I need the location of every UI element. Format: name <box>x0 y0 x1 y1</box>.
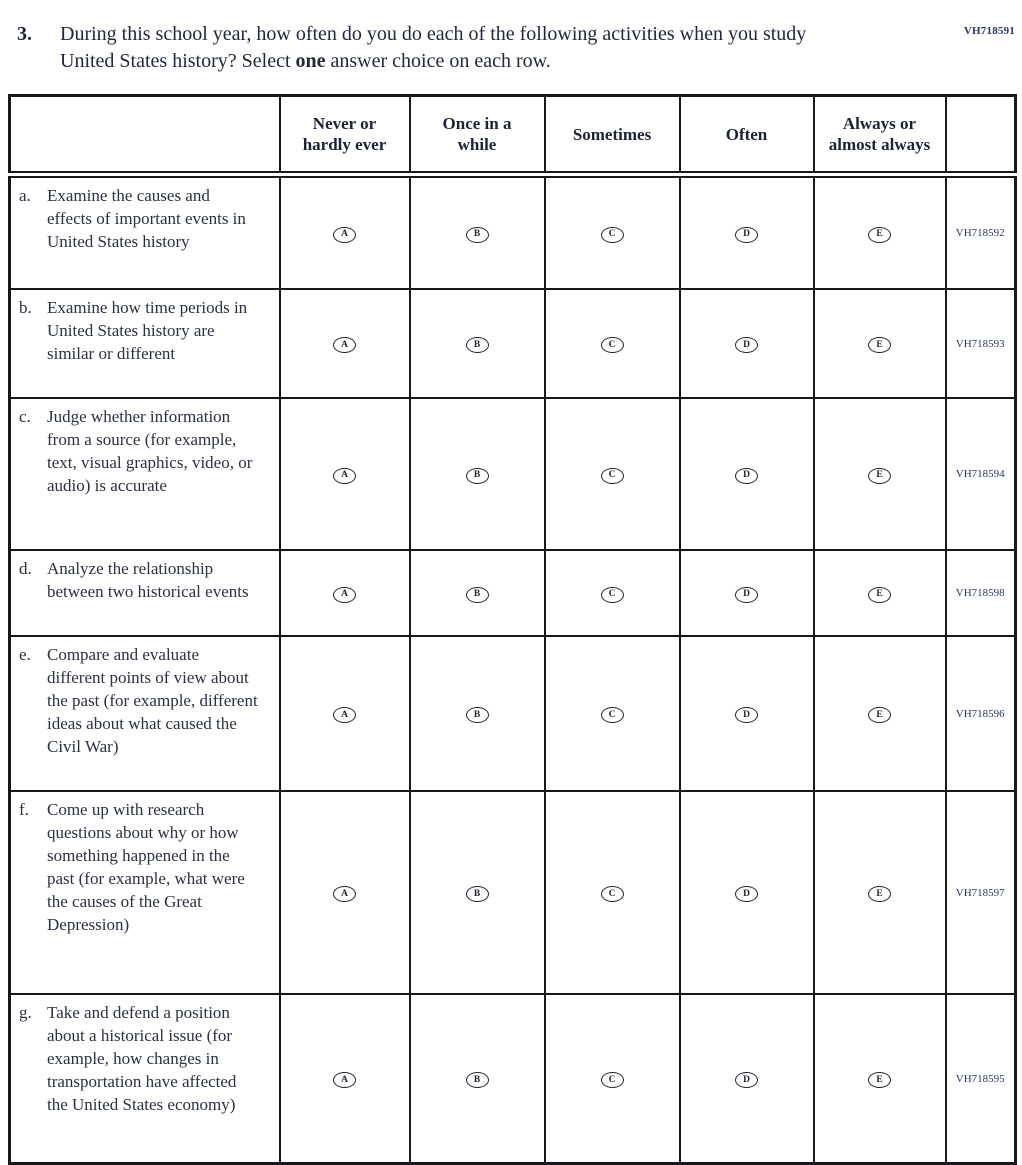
answer-bubble-d[interactable]: D <box>735 227 758 243</box>
response-matrix-table <box>8 94 1017 1165</box>
answer-bubble-e[interactable]: E <box>868 587 891 603</box>
row-label-cell <box>10 994 280 1164</box>
answer-bubble-e[interactable]: E <box>868 227 891 243</box>
choice-cell <box>410 636 545 791</box>
answer-bubble-c[interactable]: C <box>601 337 624 353</box>
answer-bubble-c[interactable]: C <box>601 227 624 243</box>
row-item-code: VH718595 <box>946 994 1016 1164</box>
row-text: Examine how time periods in United States history are similar or different <box>47 298 248 363</box>
row-text: Take and defend a position about a historical issue (for example, how changes in transportation have affected the United States economy) <box>47 1003 237 1114</box>
answer-bubble-b[interactable]: B <box>466 468 489 484</box>
row-item-code: VH718598 <box>946 550 1016 636</box>
column-header-always-or-almost-always: Always or almost always <box>814 96 946 175</box>
table-row <box>10 398 1016 550</box>
choice-cell <box>680 175 814 290</box>
page-item-code: VH718591 <box>963 25 1015 37</box>
answer-bubble-d[interactable]: D <box>735 337 758 353</box>
row-label-cell <box>10 636 280 791</box>
matrix-body <box>10 175 1016 1164</box>
column-header-sometimes: Sometimes <box>545 96 680 175</box>
column-header-often: Often <box>680 96 814 175</box>
choice-cell <box>814 175 946 290</box>
choice-cell <box>280 289 410 398</box>
choice-cell <box>814 289 946 398</box>
choice-cell <box>814 398 946 550</box>
choice-cell <box>680 636 814 791</box>
choice-cell <box>545 636 680 791</box>
choice-cell <box>680 550 814 636</box>
answer-bubble-a[interactable]: A <box>333 587 356 603</box>
row-item-code: VH718593 <box>946 289 1016 398</box>
table-row <box>10 636 1016 791</box>
choice-cell <box>280 636 410 791</box>
row-letter: g. <box>19 1003 32 1022</box>
row-item-code: VH718592 <box>946 175 1016 290</box>
row-label-cell <box>10 175 280 290</box>
answer-bubble-b[interactable]: B <box>466 337 489 353</box>
row-text: Examine the causes and effects of important events in United States history <box>47 186 246 251</box>
choice-cell <box>280 994 410 1164</box>
choice-cell <box>280 550 410 636</box>
row-letter: b. <box>19 298 32 317</box>
choice-cell <box>814 636 946 791</box>
answer-bubble-a[interactable]: A <box>333 468 356 484</box>
answer-bubble-e[interactable]: E <box>868 337 891 353</box>
answer-bubble-e[interactable]: E <box>868 886 891 902</box>
answer-bubble-d[interactable]: D <box>735 1072 758 1088</box>
row-text: Judge whether information from a source (for example, text, visual graphics, video, or audio) is accurate <box>47 407 253 495</box>
row-item-code: VH718596 <box>946 636 1016 791</box>
row-text: Come up with research questions about why or how something happened in the past (for example, what were the causes of the Great Depression) <box>47 800 245 934</box>
answer-bubble-c[interactable]: C <box>601 1072 624 1088</box>
choice-cell <box>545 791 680 994</box>
choice-cell <box>680 398 814 550</box>
row-item-code: VH718597 <box>946 791 1016 994</box>
row-text: Analyze the relationship between two historical events <box>47 559 249 601</box>
row-letter: e. <box>19 645 31 664</box>
row-letter: f. <box>19 800 29 819</box>
choice-cell <box>410 289 545 398</box>
answer-bubble-b[interactable]: B <box>466 227 489 243</box>
choice-cell <box>545 550 680 636</box>
answer-bubble-d[interactable]: D <box>735 587 758 603</box>
answer-bubble-d[interactable]: D <box>735 468 758 484</box>
choice-cell <box>410 550 545 636</box>
row-item-code: VH718594 <box>946 398 1016 550</box>
row-letter: a. <box>19 186 31 205</box>
choice-cell <box>814 791 946 994</box>
row-label-cell <box>10 289 280 398</box>
header-code-stub-cell <box>946 96 1016 175</box>
answer-bubble-e[interactable]: E <box>868 468 891 484</box>
table-row <box>10 175 1016 290</box>
row-label-cell <box>10 398 280 550</box>
choice-cell <box>545 289 680 398</box>
answer-bubble-b[interactable]: B <box>466 886 489 902</box>
choice-cell <box>814 994 946 1164</box>
answer-bubble-c[interactable]: C <box>601 468 624 484</box>
choice-cell <box>680 289 814 398</box>
row-text: Compare and evaluate different points of view about the past (for example, different ideas about what caused the Civil War) <box>47 645 258 756</box>
question-block <box>17 21 1022 75</box>
header-stub-cell <box>10 96 280 175</box>
choice-cell <box>410 994 545 1164</box>
table-row <box>10 289 1016 398</box>
row-letter: c. <box>19 407 31 426</box>
choice-cell <box>280 398 410 550</box>
answer-bubble-a[interactable]: A <box>333 227 356 243</box>
question-number: 3. <box>17 23 32 45</box>
choice-cell <box>545 994 680 1164</box>
table-row <box>10 791 1016 994</box>
choice-cell <box>410 175 545 290</box>
column-header-once-in-a-while: Once in a while <box>410 96 545 175</box>
row-letter: d. <box>19 559 32 578</box>
choice-cell <box>680 791 814 994</box>
answer-bubble-b[interactable]: B <box>466 587 489 603</box>
choice-cell <box>545 398 680 550</box>
choice-cell <box>410 398 545 550</box>
answer-bubble-d[interactable]: D <box>735 707 758 723</box>
question-text-part: answer choice on each row. <box>325 50 551 72</box>
answer-bubble-d[interactable]: D <box>735 886 758 902</box>
table-row <box>10 550 1016 636</box>
header-row <box>10 96 1016 175</box>
choice-cell <box>280 791 410 994</box>
choice-cell <box>280 175 410 290</box>
choice-cell <box>545 175 680 290</box>
answer-bubble-e[interactable]: E <box>868 707 891 723</box>
answer-bubble-c[interactable]: C <box>601 587 624 603</box>
row-label-cell <box>10 550 280 636</box>
choice-cell <box>410 791 545 994</box>
question-text <box>60 21 855 75</box>
answer-bubble-c[interactable]: C <box>601 707 624 723</box>
row-label-cell <box>10 791 280 994</box>
answer-bubble-a[interactable]: A <box>333 707 356 723</box>
column-header-never-or-hardly-ever: Never or hardly ever <box>280 96 410 175</box>
choice-cell <box>814 550 946 636</box>
answer-bubble-b[interactable]: B <box>466 707 489 723</box>
answer-bubble-a[interactable]: A <box>333 1072 356 1088</box>
question-text-part: During this school year, how often do you do each of the following activities when you study United States history? Select <box>60 23 807 72</box>
choice-cell <box>680 994 814 1164</box>
table-row <box>10 994 1016 1164</box>
answer-bubble-a[interactable]: A <box>333 337 356 353</box>
answer-bubble-e[interactable]: E <box>868 1072 891 1088</box>
answer-bubble-a[interactable]: A <box>333 886 356 902</box>
answer-bubble-c[interactable]: C <box>601 886 624 902</box>
answer-bubble-b[interactable]: B <box>466 1072 489 1088</box>
question-text-bold-word: one <box>295 50 326 72</box>
